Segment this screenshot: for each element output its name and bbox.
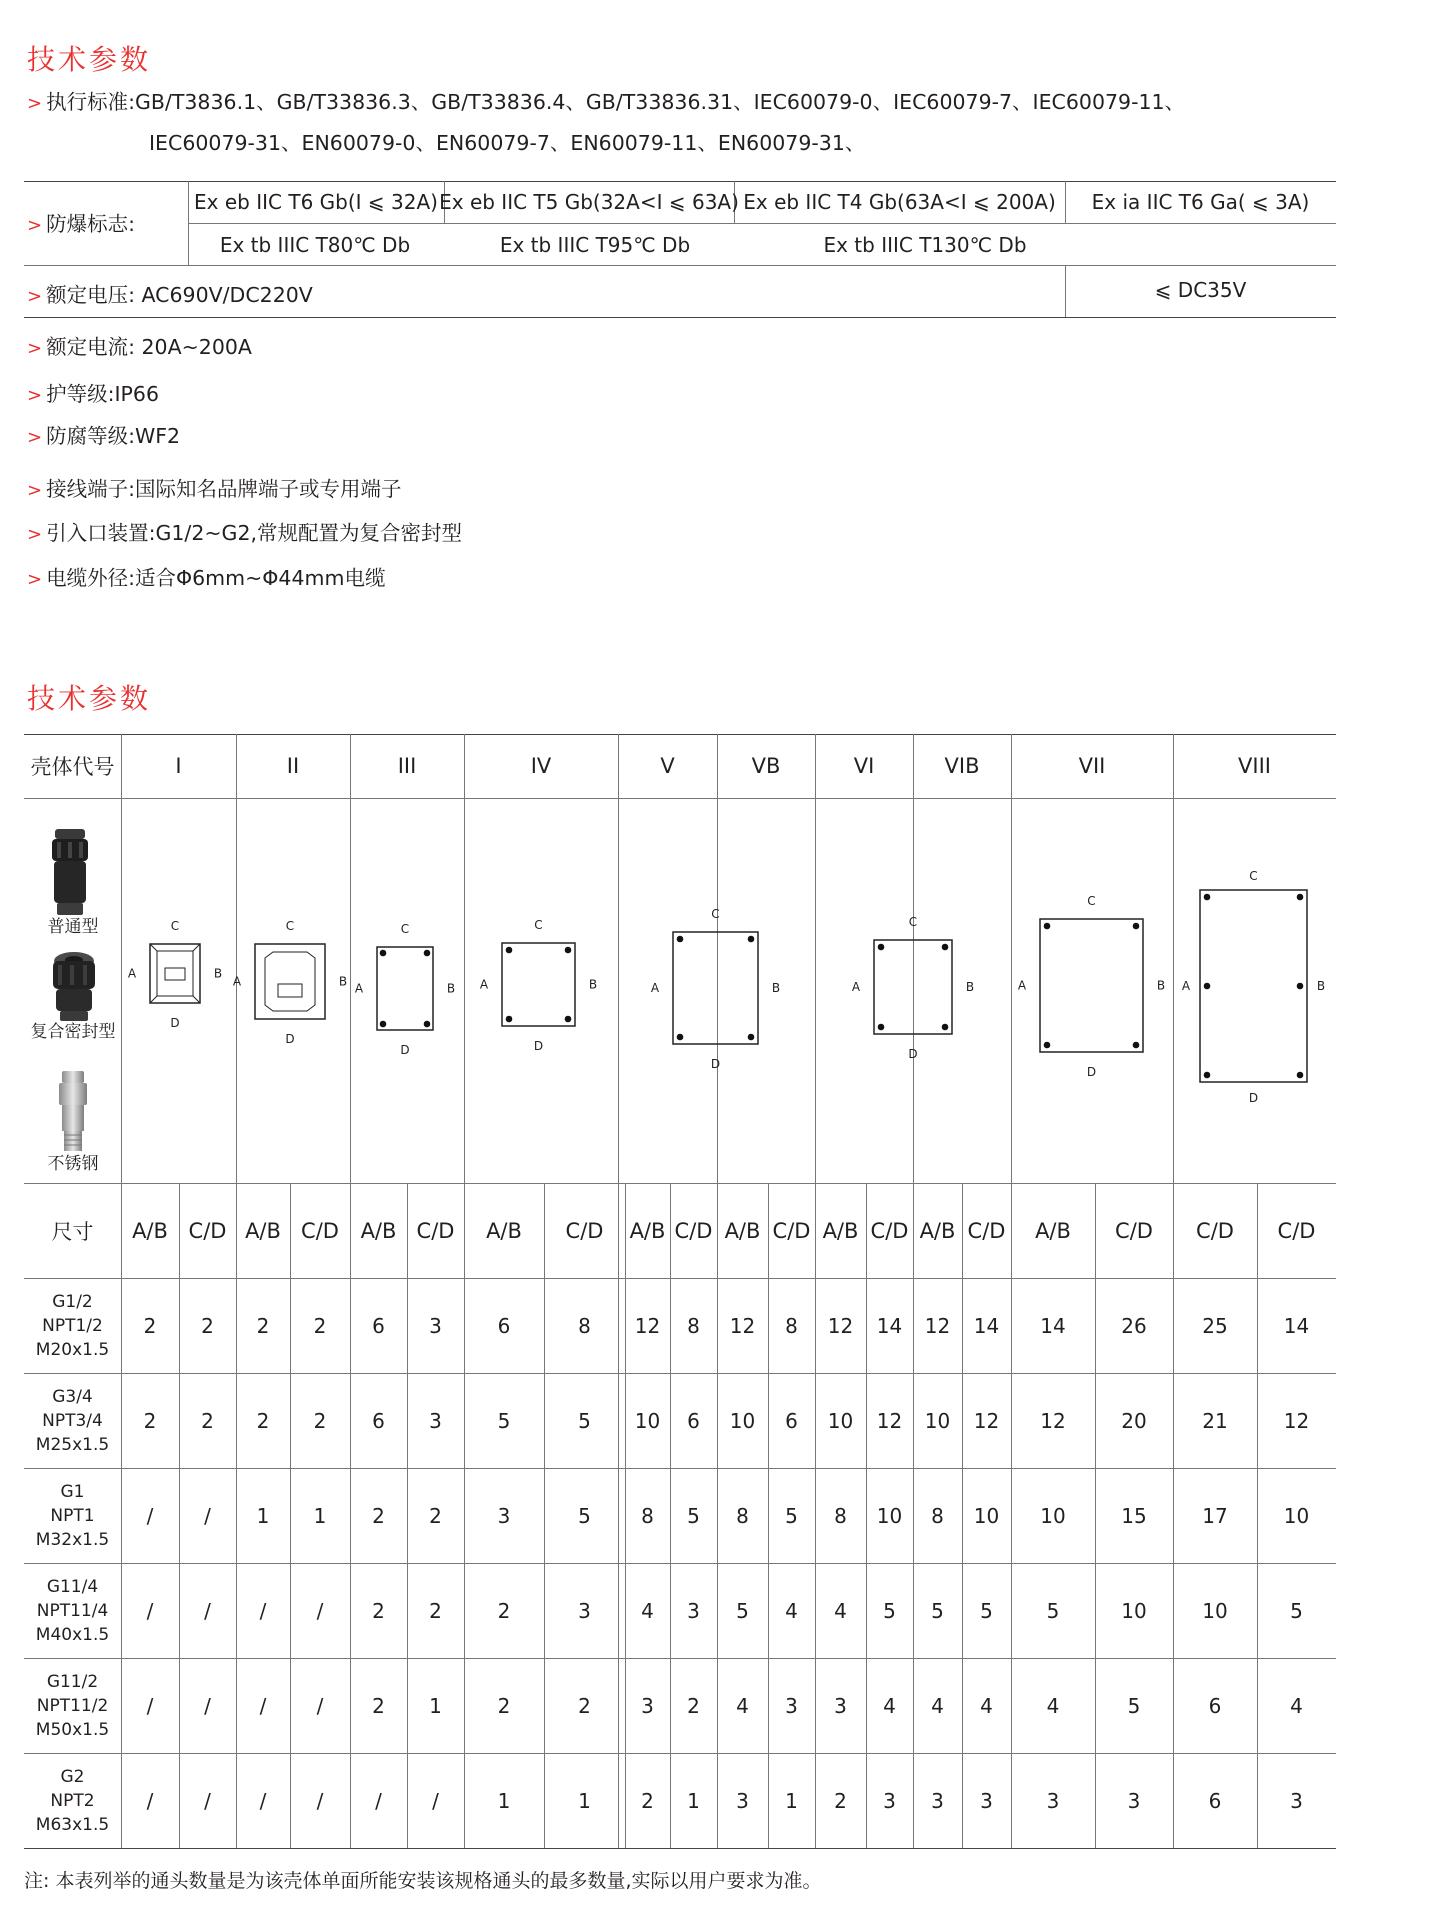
table-cell: 2 — [497, 1599, 511, 1623]
diagram-label-a: A — [1181, 979, 1191, 993]
shell-code-3: III — [397, 754, 417, 778]
thread-size-text: NPT3/4 — [42, 1411, 103, 1431]
table-cell: 2 — [429, 1599, 442, 1623]
table-cell: 2 — [256, 1409, 270, 1433]
thread-size-text: NPT1/2 — [42, 1316, 103, 1336]
thread-size-text: G11/2 — [46, 1672, 99, 1692]
diagram-label-d: D — [908, 1047, 918, 1061]
diagram-label-a: A — [650, 981, 660, 995]
table-cell: 25 — [1202, 1314, 1228, 1338]
table-cell: 3 — [1290, 1789, 1303, 1813]
thread-size-text: M63x1.5 — [35, 1815, 110, 1835]
table-cell: 5 — [785, 1504, 798, 1528]
diagram-label-c: C — [285, 919, 295, 933]
enclosure-inner — [265, 952, 315, 1011]
table-cell: 2 — [313, 1409, 327, 1433]
standard-text-1: GB/T3836.1、GB/T33836.3、GB/T33836.4、GB/T33836.31、IEC60079-0、IEC60079-7、IEC60079-11、 — [135, 90, 1186, 114]
table-cell: / — [146, 1504, 154, 1528]
table-cell: 10 — [634, 1409, 661, 1433]
screw-dot — [565, 1016, 572, 1023]
table-cell: 10 — [924, 1409, 951, 1433]
table-cell: 4 — [931, 1694, 944, 1718]
table-cell: 4 — [834, 1599, 847, 1623]
corrosion-text: 防腐等级:WF2 — [46, 424, 181, 448]
table-cell: 6 — [1208, 1694, 1222, 1718]
table-cell: 5 — [578, 1409, 591, 1433]
inlet-text: 引入口装置:G1/2~G2,常规配置为复合密封型 — [46, 521, 462, 545]
screw-dot — [748, 936, 755, 943]
diagram-label-b: B — [588, 977, 598, 992]
screw-dot — [748, 1034, 755, 1041]
diagram-label-d: D — [1248, 1091, 1259, 1105]
table-cell: 10 — [1202, 1599, 1228, 1623]
table-cell: / — [204, 1504, 211, 1528]
dust-mark-1: Ex tb IIIC T80℃ Db — [219, 233, 411, 257]
shell-code-6: VB — [751, 754, 781, 778]
table-cell: 4 — [1290, 1694, 1303, 1718]
table-cell: 21 — [1202, 1409, 1228, 1433]
shell-code-8: VIB — [944, 754, 980, 778]
thread-size-text: G1/2 — [52, 1292, 93, 1312]
thread-size-text: M32x1.5 — [35, 1530, 110, 1550]
voltage-text: 额定电压: AC690V/DC220V — [46, 283, 313, 307]
table-cell: 10 — [876, 1504, 903, 1528]
arrow-icon: > — [27, 569, 43, 590]
table-cell: 15 — [1121, 1504, 1147, 1528]
screw-dot — [1133, 923, 1140, 930]
thread-size-text: NPT1 — [50, 1506, 95, 1526]
table-cell: 2 — [834, 1789, 847, 1813]
size-header: A/B — [132, 1218, 168, 1243]
table-cell: / — [204, 1789, 211, 1813]
diagram-label-d: D — [285, 1032, 295, 1046]
table-cell: 3 — [1127, 1789, 1141, 1813]
diagram-label-a: A — [354, 981, 364, 996]
table-cell: / — [204, 1599, 211, 1623]
table-cell: / — [375, 1789, 382, 1813]
size-header: A/B — [629, 1218, 666, 1243]
diagram-label-c: C — [400, 922, 410, 936]
size-header: C/D — [565, 1218, 604, 1243]
arrow-icon: > — [27, 286, 43, 307]
size-header: A/B — [919, 1218, 956, 1243]
size-header: A/B — [245, 1218, 281, 1243]
table-cell: 3 — [497, 1504, 511, 1528]
screw-dot — [1297, 894, 1304, 901]
table-cell: 6 — [372, 1314, 385, 1338]
screw-dot — [1204, 1072, 1211, 1079]
footnote: 注: 本表列举的通头数量是为该壳体单面所能安装该规格通头的最多数量,实际以用户要求为准。 — [24, 1870, 822, 1892]
thread-size-text: NPT11/2 — [36, 1696, 109, 1716]
explosion-mark-2: Ex eb IIC T5 Gb(32A<I ⩽ 63A) — [439, 190, 739, 214]
explosion-mark-1: Ex eb IIC T6 Gb(I ⩽ 32A) — [194, 190, 438, 214]
table-cell: / — [259, 1789, 267, 1813]
enclosure-outline — [1200, 890, 1307, 1082]
size-header: A/B — [360, 1218, 397, 1243]
table-cell: 5 — [687, 1504, 700, 1528]
screw-dot — [1044, 923, 1051, 930]
screw-dot — [1044, 1042, 1051, 1049]
table-cell: 2 — [143, 1409, 157, 1433]
standard-label: 执行标准: — [46, 90, 136, 114]
table-cell: 10 — [973, 1504, 1000, 1528]
table-cell: 6 — [785, 1409, 798, 1433]
standard-text-2: IEC60079-31、EN60079-0、EN60079-7、EN60079-11、EN60079-31、 — [149, 131, 866, 155]
explosion-label: 防爆标志: — [46, 212, 136, 236]
table-cell: 10 — [827, 1409, 854, 1433]
arrow-icon: > — [27, 338, 43, 359]
size-header: A/B — [724, 1218, 761, 1243]
product-type-stainless: 不锈钢 — [47, 1154, 99, 1174]
screw-dot — [424, 1021, 431, 1028]
size-header: C/D — [301, 1218, 339, 1243]
section1-title: 技术参数 — [27, 43, 152, 76]
current-text: 额定电流: 20A~200A — [46, 335, 252, 359]
table-cell: 6 — [372, 1409, 385, 1433]
screw-dot — [424, 950, 431, 957]
diagram-label-c: C — [1249, 869, 1258, 883]
table-cell: / — [316, 1694, 324, 1718]
table-cell: 3 — [883, 1789, 896, 1813]
screw-dot — [1297, 1072, 1304, 1079]
screw-dot — [878, 944, 885, 951]
enclosure-corner — [193, 944, 200, 951]
table-cell: 12 — [876, 1409, 903, 1433]
table-cell: 1 — [578, 1789, 591, 1813]
shell-code-7: VI — [853, 754, 875, 778]
arrow-icon: > — [27, 427, 43, 448]
table-cell: 4 — [641, 1599, 654, 1623]
table-cell: 1 — [429, 1694, 442, 1718]
table-cell: 26 — [1121, 1314, 1147, 1338]
diagram-label-a: A — [851, 980, 861, 994]
thread-size-text: G11/4 — [46, 1577, 99, 1597]
table-cell: 12 — [1040, 1409, 1066, 1433]
table-cell: 4 — [736, 1694, 749, 1718]
thread-size-text: M20x1.5 — [35, 1340, 110, 1360]
table-cell: 10 — [729, 1409, 756, 1433]
diagram-label-b: B — [771, 981, 781, 995]
thread-size-text: M40x1.5 — [35, 1625, 110, 1645]
table-cell: 5 — [1127, 1694, 1141, 1718]
screw-dot — [380, 950, 387, 957]
table-cell: 5 — [1046, 1599, 1060, 1623]
enclosure-outline — [673, 932, 758, 1044]
table-cell: 2 — [313, 1314, 327, 1338]
table-cell: 8 — [785, 1314, 798, 1338]
table-cell: 2 — [429, 1504, 442, 1528]
shell-code-4: IV — [530, 754, 552, 778]
table-cell: 14 — [973, 1314, 1000, 1338]
screw-dot — [1204, 894, 1211, 901]
table-cell: / — [259, 1599, 267, 1623]
enclosure-outline — [502, 943, 575, 1026]
size-header: C/D — [1277, 1218, 1316, 1243]
arrow-icon: > — [27, 385, 43, 406]
enclosure-corner — [150, 996, 157, 1003]
diagram-label-c: C — [170, 919, 180, 933]
shell-code-9: VII — [1078, 754, 1106, 778]
table-cell: 2 — [201, 1314, 214, 1338]
table-cell: 3 — [736, 1789, 749, 1813]
thread-size-text: G1 — [60, 1482, 85, 1502]
table-cell: 17 — [1202, 1504, 1228, 1528]
table-cell: 12 — [1283, 1409, 1310, 1433]
table-cell: / — [316, 1789, 324, 1813]
table-cell: 10 — [1283, 1504, 1310, 1528]
screw-dot — [1204, 983, 1211, 990]
screw-dot — [506, 1016, 513, 1023]
size-header: C/D — [1196, 1218, 1234, 1243]
product-type-composite: 复合密封型 — [30, 1022, 116, 1042]
size-header: C/D — [674, 1218, 713, 1243]
table-cell: 3 — [931, 1789, 944, 1813]
table-cell: / — [432, 1789, 439, 1813]
table-cell: 2 — [641, 1789, 654, 1813]
size-header: C/D — [1115, 1218, 1153, 1243]
thread-size-text: NPT2 — [50, 1791, 95, 1811]
table-cell: 8 — [834, 1504, 847, 1528]
screw-dot — [506, 947, 513, 954]
arrow-icon: > — [27, 524, 43, 545]
table-cell: / — [204, 1694, 211, 1718]
table-cell: 2 — [497, 1694, 511, 1718]
thread-size-text: M25x1.5 — [35, 1435, 110, 1455]
product-type-standard: 普通型 — [47, 917, 99, 937]
table-cell: 2 — [256, 1314, 270, 1338]
diagram-label-c: C — [711, 907, 720, 921]
dust-mark-2: Ex tb IIIC T95℃ Db — [499, 233, 691, 257]
diagram-label-d: D — [710, 1057, 721, 1071]
table-cell: 1 — [687, 1789, 700, 1813]
table-cell: 3 — [687, 1599, 700, 1623]
table-cell: / — [146, 1694, 154, 1718]
diagram-label-a: A — [1017, 978, 1027, 993]
size-header: C/D — [772, 1218, 811, 1243]
diagram-label-b: B — [1316, 979, 1326, 993]
enclosure-outline — [377, 947, 433, 1030]
shell-code-2: II — [286, 754, 300, 778]
diagram-label-b: B — [1156, 978, 1166, 993]
table-cell: 12 — [729, 1314, 756, 1338]
table-cell: 2 — [687, 1694, 700, 1718]
table-cell: 8 — [736, 1504, 749, 1528]
table-cell: 20 — [1121, 1409, 1147, 1433]
arrow-icon: > — [27, 480, 43, 501]
screw-dot — [878, 1024, 885, 1031]
diagram-label-a: A — [479, 977, 489, 992]
diagram-label-b: B — [446, 981, 456, 996]
enclosure-outline — [1040, 919, 1143, 1052]
dust-mark-3: Ex tb IIIC T130℃ Db — [823, 233, 1027, 257]
section2-title: 技术参数 — [27, 682, 152, 715]
table-cell: 3 — [578, 1599, 591, 1623]
diagram-label-d: D — [1086, 1065, 1097, 1079]
table-cell: 3 — [429, 1409, 442, 1433]
table-cell: 1 — [313, 1504, 327, 1528]
diagram-label-d: D — [533, 1039, 544, 1053]
screw-dot — [1133, 1042, 1140, 1049]
table-cell: 2 — [372, 1599, 385, 1623]
terminal-text: 接线端子:国际知名品牌端子或专用端子 — [46, 477, 402, 501]
table-cell: 4 — [785, 1599, 798, 1623]
enclosure-window — [165, 968, 185, 980]
table-cell: 6 — [497, 1314, 511, 1338]
table-cell: 5 — [1290, 1599, 1303, 1623]
screw-dot — [565, 947, 572, 954]
protection-text: 护等级:IP66 — [46, 382, 159, 406]
table-cell: 1 — [256, 1504, 270, 1528]
size-header: A/B — [1035, 1218, 1071, 1243]
table-cell: / — [316, 1599, 324, 1623]
shell-code-label: 壳体代号 — [30, 755, 115, 779]
table-cell: 12 — [924, 1314, 951, 1338]
diagram-label-d: D — [170, 1016, 180, 1030]
table-cell: 5 — [980, 1599, 993, 1623]
size-header: C/D — [967, 1218, 1006, 1243]
table-cell: / — [146, 1789, 154, 1813]
screw-dot — [380, 1021, 387, 1028]
table-cell: 2 — [578, 1694, 591, 1718]
diagram-label-a: A — [232, 974, 242, 989]
enclosure-inner — [157, 951, 193, 996]
diagram-label-b: B — [213, 966, 223, 981]
table-cell: 8 — [578, 1314, 591, 1338]
cable-text: 电缆外径:适合Φ6mm~Φ44mm电缆 — [46, 566, 386, 590]
thread-size-text: G2 — [60, 1767, 85, 1787]
thread-size-text: G3/4 — [52, 1387, 93, 1407]
table-cell: 3 — [834, 1694, 847, 1718]
table-cell: / — [259, 1694, 267, 1718]
table-cell: 3 — [641, 1694, 654, 1718]
enclosure-outline — [874, 940, 952, 1034]
table-cell: 14 — [1283, 1314, 1310, 1338]
table-cell: 8 — [687, 1314, 700, 1338]
table-cell: 2 — [201, 1409, 214, 1433]
table-cell: 14 — [1040, 1314, 1066, 1338]
diagram-label-b: B — [338, 974, 348, 989]
shell-code-1: I — [175, 754, 182, 778]
table-cell: 12 — [827, 1314, 854, 1338]
shell-code-5: V — [660, 754, 675, 778]
table-cell: 3 — [429, 1314, 442, 1338]
size-header: A/B — [822, 1218, 859, 1243]
screw-dot — [942, 944, 949, 951]
table-cell: 8 — [641, 1504, 654, 1528]
table-cell: 12 — [973, 1409, 1000, 1433]
size-header: C/D — [188, 1218, 227, 1243]
table-cell: / — [146, 1599, 154, 1623]
table-cell: 4 — [980, 1694, 993, 1718]
table-cell: 5 — [497, 1409, 511, 1433]
size-header: C/D — [416, 1218, 455, 1243]
table-cell: 1 — [497, 1789, 511, 1813]
table-cell: 3 — [980, 1789, 993, 1813]
explosion-mark-3: Ex eb IIC T4 Gb(63A<I ⩽ 200A) — [743, 190, 1056, 214]
diagram-label-c: C — [908, 915, 918, 929]
table-cell: 10 — [1121, 1599, 1147, 1623]
diagram-label-c: C — [1087, 894, 1096, 908]
screw-dot — [677, 1034, 684, 1041]
enclosure-window — [278, 984, 302, 997]
table-cell: 6 — [687, 1409, 700, 1433]
table-cell: 1 — [785, 1789, 798, 1813]
table-cell: 2 — [372, 1694, 385, 1718]
table-cell: 6 — [1208, 1789, 1222, 1813]
diagram-label-d: D — [400, 1043, 410, 1057]
enclosure-corner — [150, 944, 157, 951]
table-cell: 5 — [931, 1599, 944, 1623]
table-cell: 2 — [143, 1314, 157, 1338]
table-cell: 5 — [883, 1599, 896, 1623]
enclosure-corner — [193, 996, 200, 1003]
size-header: C/D — [870, 1218, 909, 1243]
table-cell: 10 — [1040, 1504, 1066, 1528]
screw-dot — [1297, 983, 1304, 990]
table-cell: 5 — [578, 1504, 591, 1528]
thread-size-text: M50x1.5 — [35, 1720, 110, 1740]
shell-code-10: VIII — [1238, 754, 1271, 778]
arrow-icon: > — [27, 93, 43, 114]
table-cell: 3 — [785, 1694, 798, 1718]
table-cell: 2 — [372, 1504, 385, 1528]
table-cell: 8 — [931, 1504, 944, 1528]
table-cell: 14 — [876, 1314, 903, 1338]
table-cell: 4 — [1046, 1694, 1060, 1718]
arrow-icon: > — [27, 215, 43, 236]
table-cell: 12 — [634, 1314, 661, 1338]
diagram-label-c: C — [534, 918, 543, 932]
size-label: 尺寸 — [51, 1219, 94, 1244]
voltage-right: ⩽ DC35V — [1154, 278, 1247, 302]
table-cell: 3 — [1046, 1789, 1060, 1813]
diagram-label-a: A — [127, 966, 137, 981]
diagram-label-b: B — [965, 980, 975, 994]
screw-dot — [942, 1024, 949, 1031]
table-cell: 4 — [883, 1694, 896, 1718]
size-header: A/B — [486, 1218, 522, 1243]
screw-dot — [677, 936, 684, 943]
thread-size-text: NPT11/4 — [36, 1601, 109, 1621]
explosion-mark-4: Ex ia IIC T6 Ga( ⩽ 3A) — [1091, 190, 1310, 214]
table-cell: 5 — [736, 1599, 749, 1623]
